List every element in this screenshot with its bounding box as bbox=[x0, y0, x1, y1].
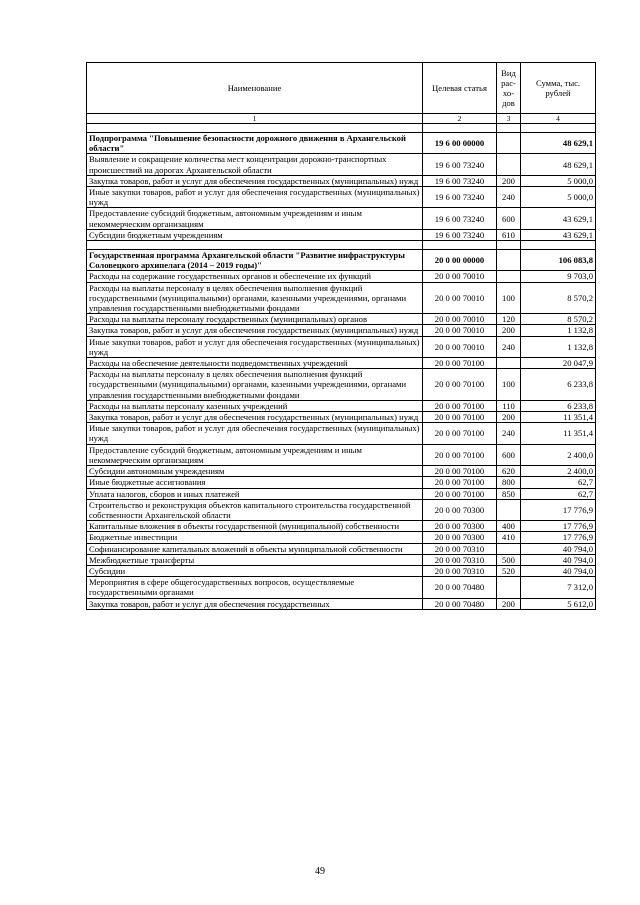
cell-name: Подпрограмма "Повышение безопасности дорожного движения в Архангельской области" bbox=[87, 133, 423, 154]
spacer-cell bbox=[521, 241, 596, 250]
cell-code: 20 0 00 70300 bbox=[423, 499, 497, 520]
cell-name: Софинансирование капитальных вложений в объекты муниципальной собственности bbox=[87, 543, 423, 554]
cell-sum: 6 233,8 bbox=[521, 369, 596, 401]
cell-name: Расходы на выплаты персоналу в целях обеспечения выполнения функций государственными (муниципальными) органами, казенными учреждениями, органами управления государственными внебюджетными фондами bbox=[87, 282, 423, 314]
budget-table-body bbox=[87, 63, 596, 610]
cell-kind: 120 bbox=[497, 314, 521, 325]
spacer-cell bbox=[497, 124, 521, 133]
cell-kind bbox=[497, 358, 521, 369]
table-row bbox=[87, 412, 596, 423]
cell-name: Уплата налогов, сборов и иных платежей bbox=[87, 488, 423, 499]
spacer-cell bbox=[87, 241, 423, 250]
cell-name: Иные закупки товаров, работ и услуг для обеспечения государственных (муниципальных) нужд bbox=[87, 336, 423, 357]
table-row bbox=[87, 423, 596, 444]
cell-code: 20 0 00 70100 bbox=[423, 412, 497, 423]
cell-kind: 100 bbox=[497, 369, 521, 401]
cell-sum: 5 612,0 bbox=[521, 598, 596, 609]
cell-name: Закупка товаров, работ и услуг для обеспечения государственных bbox=[87, 598, 423, 609]
cell-sum: 8 570,2 bbox=[521, 282, 596, 314]
header-kind: Вид рас-хо-дов bbox=[497, 63, 521, 114]
cell-name: Расходы на выплаты персоналу в целях обеспечения выполнения функций государственными (муниципальными) органами, казенными учреждениями, органами управления государственными внебюджетными фондами bbox=[87, 369, 423, 401]
cell-name: Расходы на выплаты персоналу казенных учреждений bbox=[87, 400, 423, 411]
table-row bbox=[87, 336, 596, 357]
cell-sum: 9 703,0 bbox=[521, 271, 596, 282]
header-code: Целевая статья bbox=[423, 63, 497, 114]
cell-kind: 200 bbox=[497, 325, 521, 336]
table-row bbox=[87, 554, 596, 565]
cell-sum: 5 000,0 bbox=[521, 187, 596, 208]
table-row bbox=[87, 598, 596, 609]
cell-name: Субсидии bbox=[87, 565, 423, 576]
cell-sum: 40 794,0 bbox=[521, 554, 596, 565]
cell-name: Расходы на обеспечение деятельности подведомственных учреждений bbox=[87, 358, 423, 369]
cell-code: 20 0 00 70100 bbox=[423, 477, 497, 488]
spacer-cell bbox=[423, 124, 497, 133]
spacer-cell bbox=[497, 241, 521, 250]
cell-kind bbox=[497, 271, 521, 282]
cell-code: 20 0 00 70100 bbox=[423, 369, 497, 401]
table-row bbox=[87, 488, 596, 499]
header-sum: Сумма, тыс. рублей bbox=[521, 63, 596, 114]
cell-code: 19 6 00 73240 bbox=[423, 229, 497, 240]
page-number: 49 bbox=[315, 866, 325, 877]
table-row bbox=[87, 325, 596, 336]
table-row bbox=[87, 400, 596, 411]
cell-code: 20 0 00 70300 bbox=[423, 532, 497, 543]
cell-kind bbox=[497, 499, 521, 520]
cell-kind: 200 bbox=[497, 598, 521, 609]
table-row bbox=[87, 521, 596, 532]
cell-sum: 8 570,2 bbox=[521, 314, 596, 325]
cell-code: 19 6 00 73240 bbox=[423, 208, 497, 229]
cell-kind: 200 bbox=[497, 412, 521, 423]
column-number: 4 bbox=[521, 114, 596, 124]
cell-sum: 17 776,9 bbox=[521, 499, 596, 520]
cell-code: 20 0 00 70100 bbox=[423, 444, 497, 465]
cell-sum: 11 351,4 bbox=[521, 412, 596, 423]
table-row bbox=[87, 565, 596, 576]
cell-sum: 20 047,9 bbox=[521, 358, 596, 369]
budget-table bbox=[86, 62, 596, 610]
cell-sum: 2 400,0 bbox=[521, 466, 596, 477]
cell-code: 20 0 00 70010 bbox=[423, 271, 497, 282]
cell-name: Закупка товаров, работ и услуг для обеспечения государственных (муниципальных) нужд bbox=[87, 175, 423, 186]
cell-kind: 110 bbox=[497, 400, 521, 411]
cell-code: 20 0 00 70010 bbox=[423, 325, 497, 336]
table-row bbox=[87, 369, 596, 401]
table-row bbox=[87, 175, 596, 186]
cell-kind: 240 bbox=[497, 423, 521, 444]
cell-name: Государственная программа Архангельской области "Развитие инфраструктуры Соловецкого архипелага (2014 – 2019 годы)" bbox=[87, 250, 423, 271]
cell-sum: 7 312,0 bbox=[521, 577, 596, 598]
cell-name: Мероприятия в сфере общегосударственных вопросов, осуществляемые государственными органами bbox=[87, 577, 423, 598]
table-row bbox=[87, 154, 596, 175]
cell-code: 20 0 00 70100 bbox=[423, 423, 497, 444]
cell-kind: 240 bbox=[497, 187, 521, 208]
cell-code: 19 6 00 00000 bbox=[423, 133, 497, 154]
cell-kind: 240 bbox=[497, 336, 521, 357]
cell-code: 20 0 00 70310 bbox=[423, 554, 497, 565]
table-row bbox=[87, 282, 596, 314]
cell-kind: 800 bbox=[497, 477, 521, 488]
cell-sum: 40 794,0 bbox=[521, 543, 596, 554]
table-row bbox=[87, 208, 596, 229]
cell-name: Иные бюджетные ассигнования bbox=[87, 477, 423, 488]
cell-name: Иные закупки товаров, работ и услуг для обеспечения государственных (муниципальных) нужд bbox=[87, 423, 423, 444]
cell-sum: 17 776,9 bbox=[521, 521, 596, 532]
cell-code: 20 0 00 70310 bbox=[423, 543, 497, 554]
cell-code: 20 0 00 70010 bbox=[423, 336, 497, 357]
header-row bbox=[87, 63, 596, 114]
cell-name: Закупка товаров, работ и услуг для обеспечения государственных (муниципальных) нужд bbox=[87, 325, 423, 336]
column-number-row bbox=[87, 114, 596, 124]
cell-sum: 43 629,1 bbox=[521, 208, 596, 229]
cell-sum: 11 351,4 bbox=[521, 423, 596, 444]
cell-kind bbox=[497, 133, 521, 154]
cell-code: 19 6 00 73240 bbox=[423, 187, 497, 208]
table-row bbox=[87, 477, 596, 488]
table-row bbox=[87, 577, 596, 598]
program-row bbox=[87, 133, 596, 154]
spacer-cell bbox=[423, 241, 497, 250]
cell-kind: 410 bbox=[497, 532, 521, 543]
cell-code: 20 0 00 70010 bbox=[423, 282, 497, 314]
cell-code: 20 0 00 70300 bbox=[423, 521, 497, 532]
cell-name: Расходы на выплаты персоналу государственных (муниципальных) органов bbox=[87, 314, 423, 325]
cell-code: 20 0 00 70310 bbox=[423, 565, 497, 576]
program-row bbox=[87, 250, 596, 271]
cell-sum: 17 776,9 bbox=[521, 532, 596, 543]
cell-code: 20 0 00 70100 bbox=[423, 400, 497, 411]
cell-kind bbox=[497, 250, 521, 271]
cell-kind: 600 bbox=[497, 444, 521, 465]
cell-kind: 400 bbox=[497, 521, 521, 532]
cell-name: Закупка товаров, работ и услуг для обеспечения государственных (муниципальных) нужд bbox=[87, 412, 423, 423]
cell-kind: 500 bbox=[497, 554, 521, 565]
cell-sum: 5 000,0 bbox=[521, 175, 596, 186]
cell-sum: 48 629,1 bbox=[521, 154, 596, 175]
cell-code: 19 6 00 73240 bbox=[423, 154, 497, 175]
cell-kind bbox=[497, 154, 521, 175]
table-row bbox=[87, 532, 596, 543]
cell-name: Иные закупки товаров, работ и услуг для обеспечения государственных (муниципальных) нужд bbox=[87, 187, 423, 208]
cell-name: Межбюджетные трансферты bbox=[87, 554, 423, 565]
cell-kind: 620 bbox=[497, 466, 521, 477]
cell-sum: 62,7 bbox=[521, 488, 596, 499]
table-row bbox=[87, 187, 596, 208]
cell-code: 20 0 00 00000 bbox=[423, 250, 497, 271]
cell-code: 20 0 00 70100 bbox=[423, 358, 497, 369]
table-row bbox=[87, 271, 596, 282]
table-row bbox=[87, 466, 596, 477]
table-row bbox=[87, 314, 596, 325]
cell-name: Субсидии автономным учреждениям bbox=[87, 466, 423, 477]
column-number: 2 bbox=[423, 114, 497, 124]
cell-name: Строительство и реконструкция объектов капитального строительства государственной собственности Архангельской области bbox=[87, 499, 423, 520]
cell-name: Предоставление субсидий бюджетным, автономным учреждениям и иным некоммерческим организациям bbox=[87, 444, 423, 465]
cell-code: 20 0 00 70010 bbox=[423, 314, 497, 325]
table-row bbox=[87, 444, 596, 465]
column-number: 3 bbox=[497, 114, 521, 124]
spacer-row bbox=[87, 124, 596, 133]
table-row bbox=[87, 543, 596, 554]
cell-sum: 62,7 bbox=[521, 477, 596, 488]
header-name: Наименование bbox=[87, 63, 423, 114]
cell-kind: 100 bbox=[497, 282, 521, 314]
spacer-cell bbox=[521, 124, 596, 133]
cell-kind: 600 bbox=[497, 208, 521, 229]
cell-sum: 43 629,1 bbox=[521, 229, 596, 240]
cell-sum: 2 400,0 bbox=[521, 444, 596, 465]
cell-sum: 6 233,8 bbox=[521, 400, 596, 411]
spacer-cell bbox=[87, 124, 423, 133]
table-row bbox=[87, 358, 596, 369]
cell-code: 19 6 00 73240 bbox=[423, 175, 497, 186]
cell-kind: 200 bbox=[497, 175, 521, 186]
table-row bbox=[87, 499, 596, 520]
cell-name: Субсидии бюджетным учреждениям bbox=[87, 229, 423, 240]
spacer-row bbox=[87, 241, 596, 250]
cell-code: 20 0 00 70100 bbox=[423, 466, 497, 477]
column-number: 1 bbox=[87, 114, 423, 124]
cell-sum: 48 629,1 bbox=[521, 133, 596, 154]
cell-code: 20 0 00 70480 bbox=[423, 598, 497, 609]
cell-sum: 1 132,8 bbox=[521, 336, 596, 357]
cell-kind bbox=[497, 577, 521, 598]
cell-code: 20 0 00 70100 bbox=[423, 488, 497, 499]
cell-kind bbox=[497, 543, 521, 554]
cell-sum: 1 132,8 bbox=[521, 325, 596, 336]
cell-name: Бюджетные инвестиции bbox=[87, 532, 423, 543]
cell-sum: 106 083,8 bbox=[521, 250, 596, 271]
cell-sum: 40 794,0 bbox=[521, 565, 596, 576]
cell-name: Предоставление субсидий бюджетным, автономным учреждениям и иным некоммерческим организациям bbox=[87, 208, 423, 229]
cell-kind: 520 bbox=[497, 565, 521, 576]
cell-name: Расходы на содержание государственных органов и обеспечение их функций bbox=[87, 271, 423, 282]
cell-kind: 850 bbox=[497, 488, 521, 499]
cell-name: Капитальные вложения в объекты государственной (муниципальной) собственности bbox=[87, 521, 423, 532]
table-row bbox=[87, 229, 596, 240]
cell-code: 20 0 00 70480 bbox=[423, 577, 497, 598]
cell-name: Выявление и сокращение количества мест концентрации дорожно-транспортных происшествий на дорогах Архангельской области bbox=[87, 154, 423, 175]
cell-kind: 610 bbox=[497, 229, 521, 240]
